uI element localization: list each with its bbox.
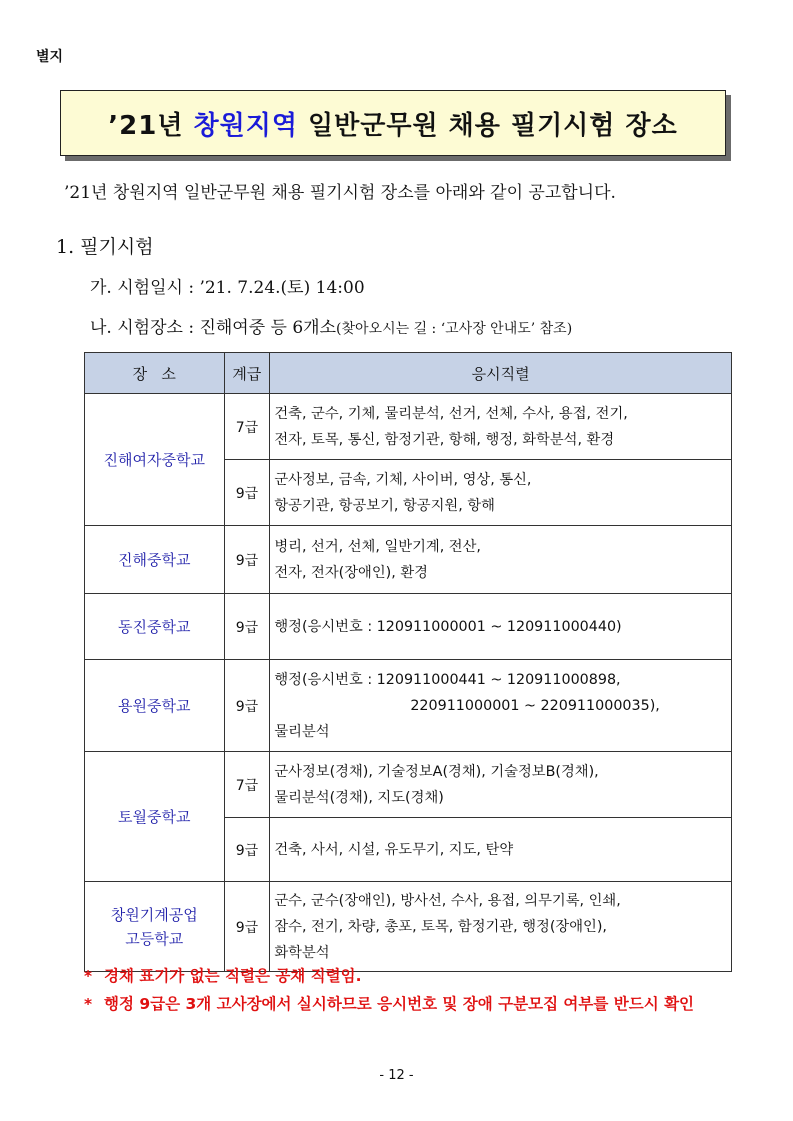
table-row (85, 752, 732, 818)
grade-cell: 9급 (224, 818, 270, 882)
exam-place-note: (찾아오시는 길 : ‘고사장 안내도’ 참조) (336, 321, 573, 337)
grade-cell: 9급 (224, 526, 270, 594)
header-place: 장 소 (85, 353, 225, 394)
jobs-line: 220911000001 ~ 220911000035), (410, 697, 660, 714)
table-header-row (85, 353, 732, 394)
jobs-line: 전자, 전자(장애인), 환경 (274, 564, 428, 581)
grade-cell: 9급 (224, 660, 270, 752)
jobs-line: 물리분석(경채), 지도(경채) (274, 789, 444, 806)
page-number: - 12 - (379, 1068, 414, 1083)
note-text: 경채 표기가 없는 직렬은 공채 직렬임. (104, 967, 362, 985)
venue-name: 용원중학교 (85, 660, 225, 752)
jobs-line: 군수, 군수(장애인), 방사선, 수사, 용접, 의무기록, 인쇄, (274, 892, 621, 909)
venue-name: 토월중학교 (85, 752, 225, 882)
jobs-cell (270, 752, 732, 818)
note-star: * (84, 967, 93, 985)
notes (84, 962, 734, 1018)
jobs-cell (270, 660, 732, 752)
jobs-cell (270, 882, 732, 972)
table-row (85, 660, 732, 752)
venue-name-line: 고등학교 (125, 929, 184, 948)
venue-name: 진해여자중학교 (85, 394, 225, 526)
jobs-line: 건축, 군수, 기체, 물리분석, 선거, 선체, 수사, 용접, 전기, (274, 405, 628, 422)
table-row (85, 526, 732, 594)
grade-cell: 9급 (224, 882, 270, 972)
jobs-line: 물리분석 (274, 723, 330, 740)
jobs-line: 군사정보(경채), 기술정보A(경채), 기술정보B(경채), (274, 763, 599, 780)
jobs-cell (270, 818, 732, 882)
table-row (85, 594, 732, 660)
venue-name (85, 882, 225, 972)
jobs-line: 행정(응시번호 : 120911000441 ~ 120911000898, (274, 671, 621, 688)
grade-cell: 7급 (224, 394, 270, 460)
attachment-label: 별지 (36, 49, 64, 65)
header-grade: 계급 (224, 353, 270, 394)
page-title (60, 90, 726, 156)
exam-date: 가. 시험일시 : ’21. 7.24.(토) 14:00 (90, 278, 365, 298)
jobs-cell (270, 460, 732, 526)
jobs-line: 행정(응시번호 : 120911000001 ~ 120911000440) (274, 618, 622, 635)
title-box (60, 90, 726, 156)
jobs-cell (270, 394, 732, 460)
venue-name-line: 창원기계공업 (110, 905, 198, 924)
note-item (84, 990, 734, 1018)
section-heading: 1. 필기시험 (56, 236, 154, 258)
jobs-line: 항공기관, 항공보기, 항공지원, 항해 (274, 497, 495, 514)
title-suffix: 일반군무원 채용 필기시험 장소 (297, 110, 678, 141)
grade-cell: 9급 (224, 594, 270, 660)
table-row (85, 394, 732, 460)
jobs-line: 건축, 사서, 시설, 유도무기, 지도, 탄약 (274, 841, 514, 858)
jobs-line: 전자, 토목, 통신, 함정기관, 항해, 행정, 화학분석, 환경 (274, 431, 615, 448)
jobs-line: 군사정보, 금속, 기체, 사이버, 영상, 통신, (274, 471, 532, 488)
title-prefix: ’21년 (108, 110, 194, 141)
venue-name: 진해중학교 (85, 526, 225, 594)
note-text: 행정 9급은 3개 고사장에서 실시하므로 응시번호 및 장애 구분모집 여부를 반드시 확인 (104, 995, 695, 1013)
exam-place (90, 313, 572, 338)
venue-table (84, 352, 732, 972)
jobs-line: 병리, 선거, 선체, 일반기계, 전산, (274, 538, 481, 555)
jobs-cell (270, 526, 732, 594)
grade-cell: 9급 (224, 460, 270, 526)
header-jobs: 응시직렬 (270, 353, 732, 394)
venue-name: 동진중학교 (85, 594, 225, 660)
jobs-line: 화학분석 (274, 944, 330, 961)
intro-text: ’21년 창원지역 일반군무원 채용 필기시험 장소를 아래와 같이 공고합니다. (64, 183, 616, 203)
grade-cell: 7급 (224, 752, 270, 818)
note-item (84, 962, 734, 990)
title-highlight: 창원지역 (193, 110, 298, 141)
jobs-line: 잠수, 전기, 차량, 총포, 토목, 함정기관, 행정(장애인), (274, 918, 607, 935)
table-row (85, 882, 732, 972)
jobs-cell (270, 594, 732, 660)
exam-place-main: 나. 시험장소 : 진해여중 등 6개소 (90, 318, 337, 338)
note-star: * (84, 995, 93, 1013)
